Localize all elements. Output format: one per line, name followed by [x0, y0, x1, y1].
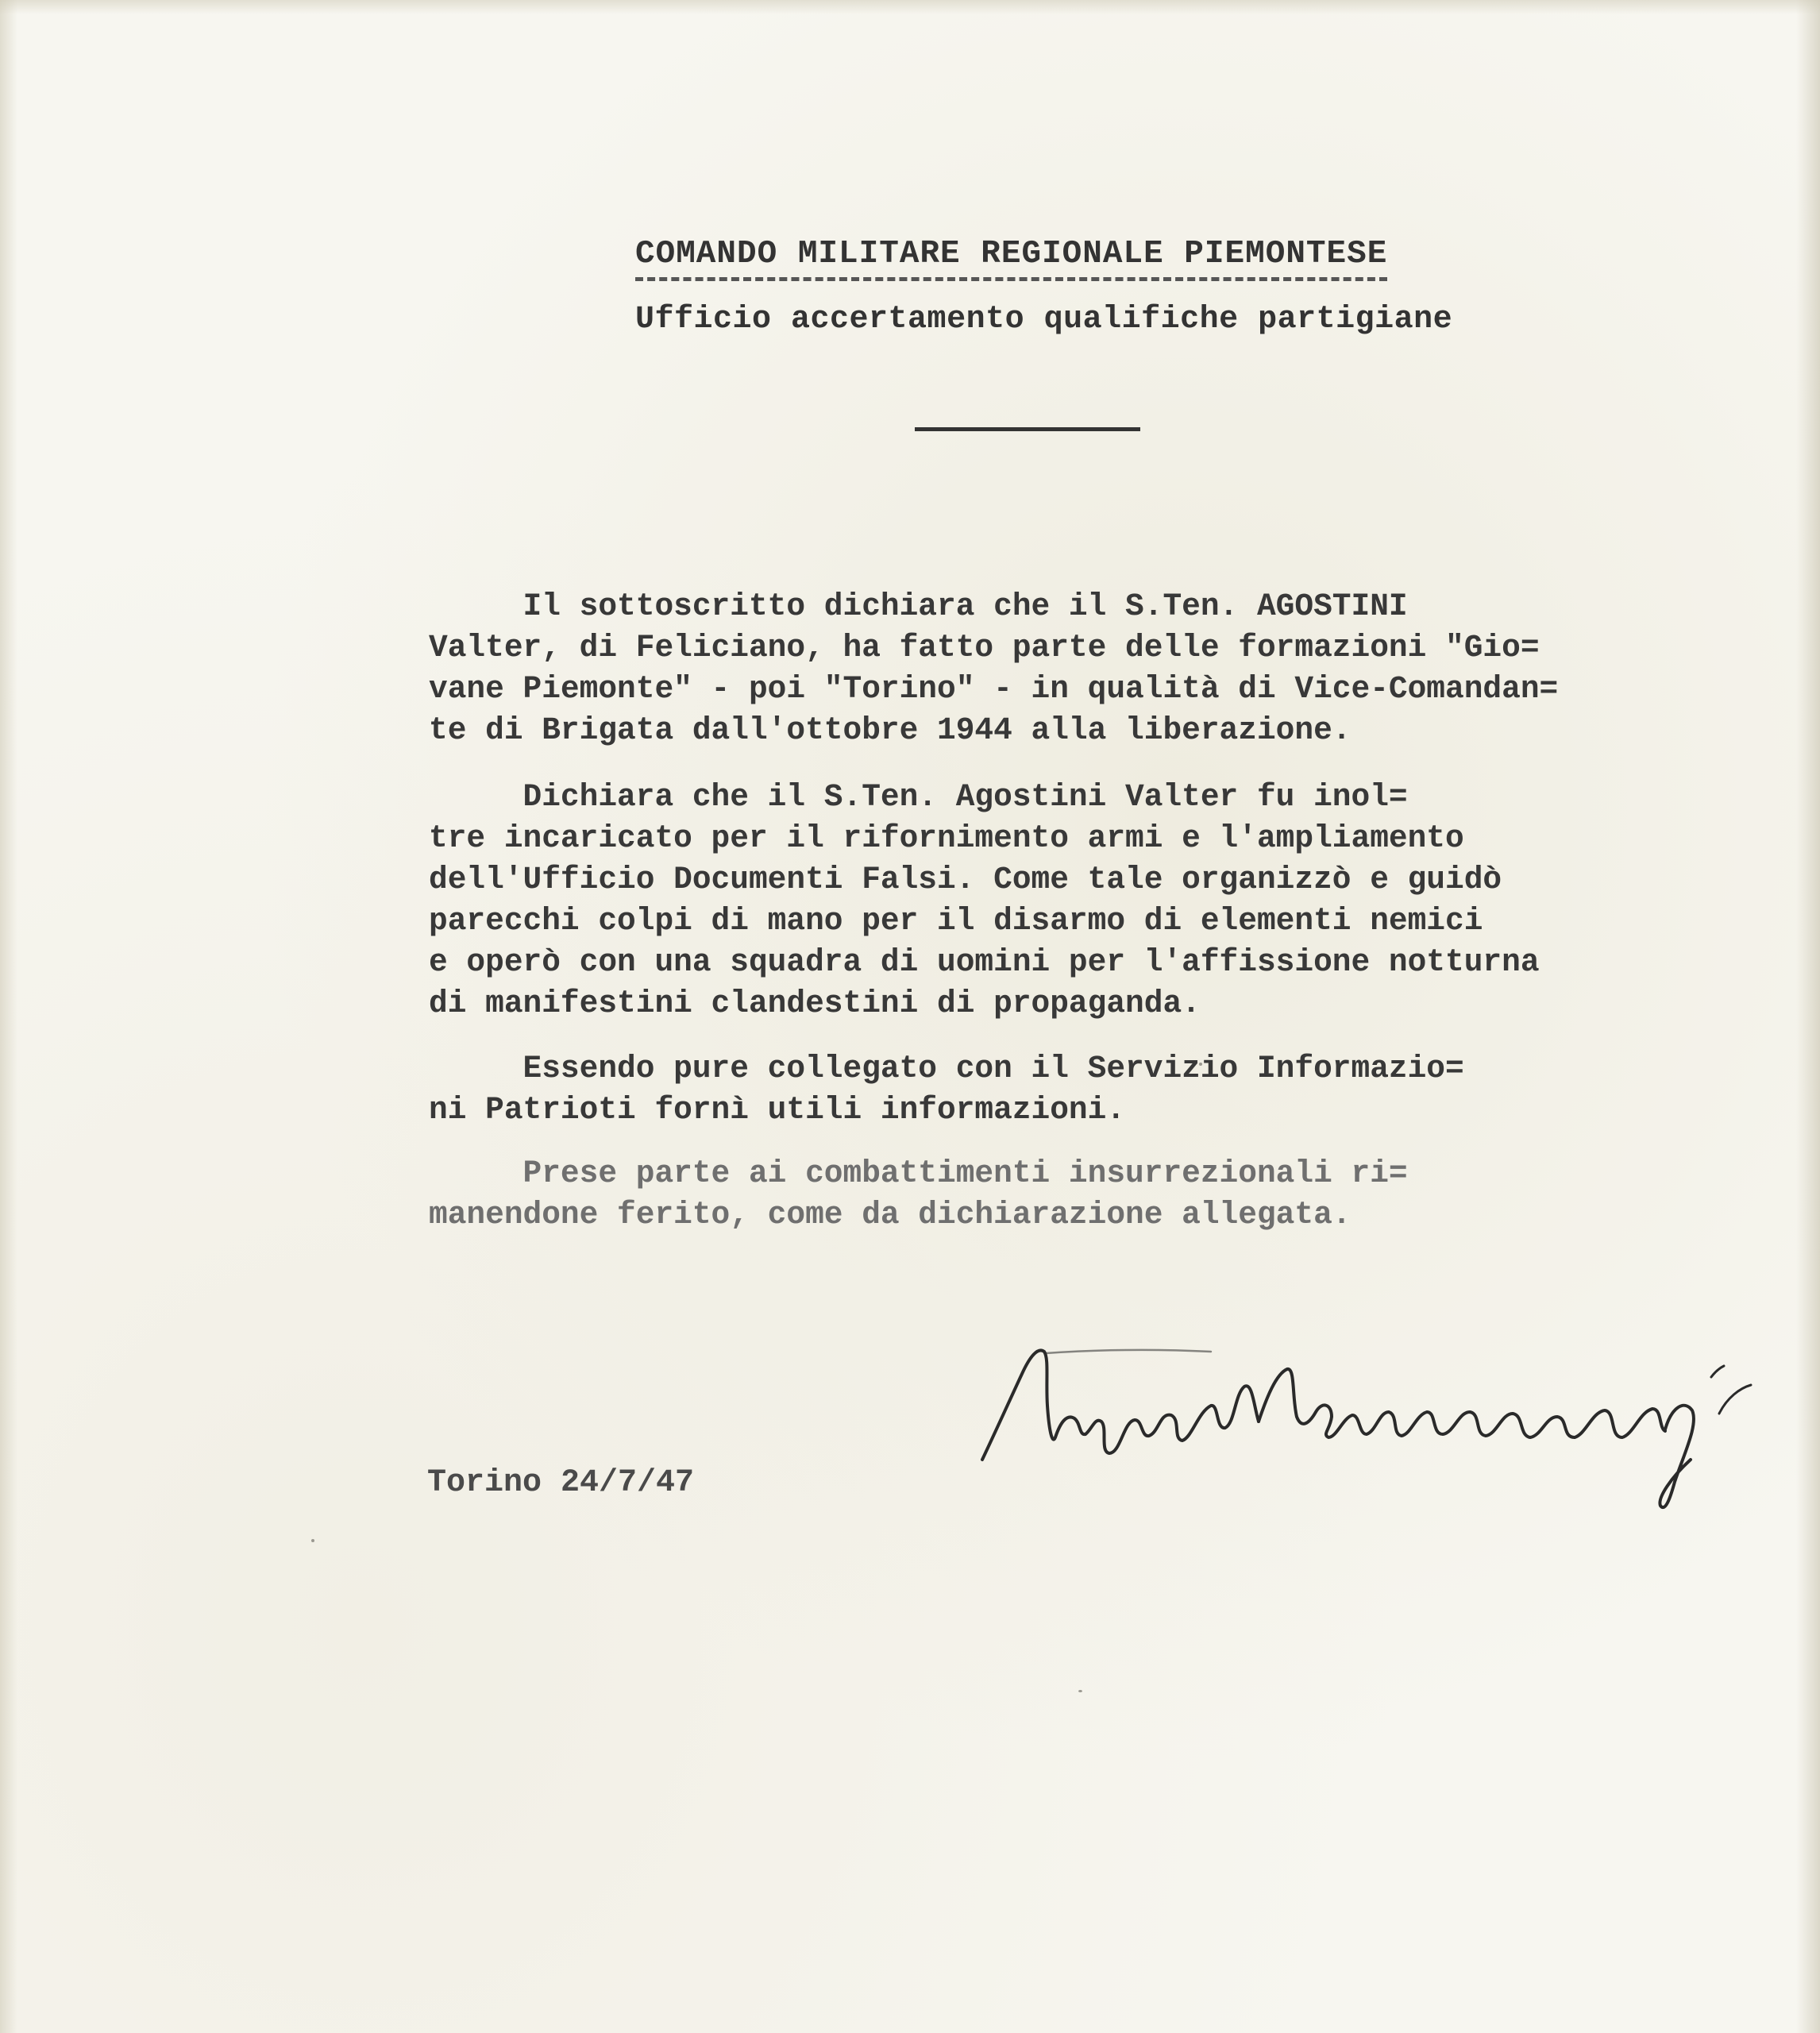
paper-speck — [311, 1539, 314, 1542]
handwritten-signature — [973, 1318, 1783, 1517]
text-line: Il sottoscritto dichiara che il S.Ten. AGOSTINI — [429, 588, 1408, 624]
paragraph-2 — [429, 777, 1747, 1024]
declaration-body — [429, 586, 1747, 1236]
text-line: tre incaricato per il rifornimento armi e l'ampliamento — [429, 820, 1464, 856]
page-edge-shadow-top — [0, 0, 1820, 14]
paper-speck — [1078, 1690, 1082, 1692]
place-and-date: Torino 24/7/47 — [427, 1465, 695, 1501]
paragraph-4 — [429, 1153, 1747, 1236]
text-line: Essendo pure collegato con il Servizio Informazio= — [429, 1051, 1464, 1086]
text-line: manendone ferito, come da dichiarazione allegata. — [429, 1197, 1352, 1233]
text-line: ni Patrioti fornì utili informazioni. — [429, 1092, 1126, 1128]
header-separator — [915, 427, 1140, 431]
text-line: e operò con una squadra di uomini per l'affissione notturna — [429, 944, 1540, 980]
text-line: Dichiara che il S.Ten. Agostini Valter fu inol= — [429, 779, 1408, 815]
letterhead — [635, 238, 1588, 338]
text-line: Valter, di Feliciano, ha fatto parte delle formazioni "Gio= — [429, 630, 1540, 665]
text-line: dell'Ufficio Documenti Falsi. Come tale organizzò e guidò — [429, 862, 1502, 897]
paragraph-1 — [429, 586, 1747, 751]
text-line: Prese parte ai combattimenti insurrezionali ri= — [429, 1155, 1408, 1191]
text-line: parecchi colpi di mano per il disarmo di elementi nemici — [429, 903, 1483, 939]
text-line: di manifestini clandestini di propaganda. — [429, 986, 1201, 1021]
text-line: te di Brigata dall'ottobre 1944 alla liberazione. — [429, 712, 1352, 748]
text-line: vane Piemonte" - poi "Torino" - in qualità di Vice-Comandan= — [429, 671, 1559, 707]
page-edge-shadow-left — [0, 0, 17, 2033]
page-edge-shadow-right — [1796, 0, 1820, 2033]
office-name: Ufficio accertamento qualifiche partigiane — [635, 302, 1453, 338]
paragraph-3 — [429, 1048, 1747, 1131]
organization-name: COMANDO MILITARE REGIONALE PIEMONTESE — [635, 238, 1387, 281]
